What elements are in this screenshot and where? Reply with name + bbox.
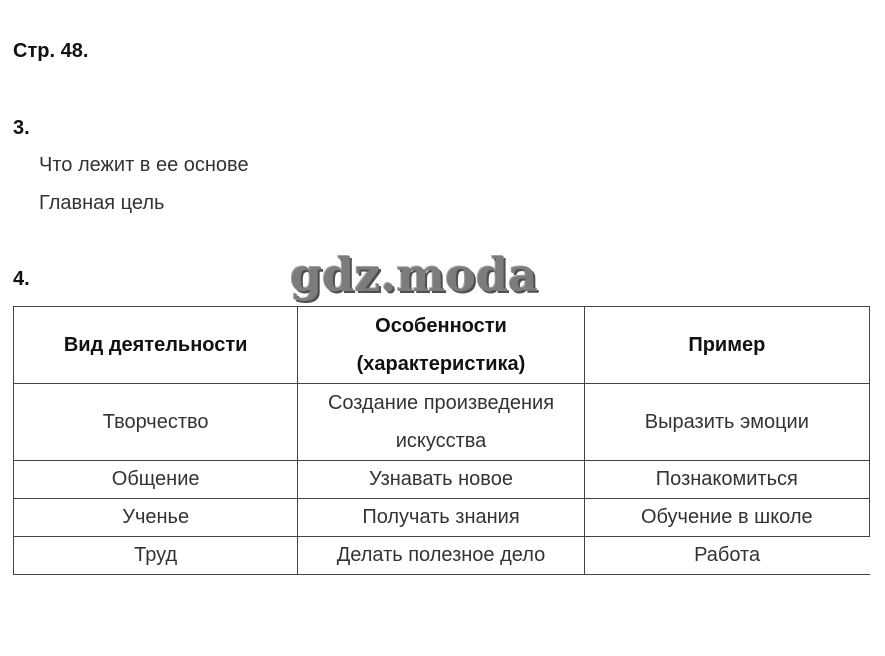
cell-activity: Общение (14, 461, 298, 499)
activity-table (13, 306, 870, 575)
table-row (14, 499, 870, 537)
cell-activity: Труд (14, 537, 298, 575)
table-row (14, 537, 870, 575)
cell-feature: Узнавать новое (298, 461, 584, 499)
cell-feature-line-1: Создание произведения (327, 392, 555, 414)
cell-feature: Делать полезное дело (298, 537, 584, 575)
task-4-number: 4. (13, 268, 30, 290)
cell-activity: Ученье (14, 499, 298, 537)
cell-feature-line-2: искусства (395, 430, 487, 452)
table-header-row (14, 307, 870, 384)
cell-feature (298, 384, 584, 461)
table-row (14, 461, 870, 499)
header-activity: Вид деятельности (14, 307, 298, 384)
cell-feature: Получать знания (298, 499, 584, 537)
task-3-number: 3. (13, 117, 30, 139)
cell-activity: Творчество (14, 384, 298, 461)
task-3-answer-2: Главная цель (39, 192, 165, 214)
cell-example: Обучение в школе (584, 499, 869, 537)
header-example: Пример (584, 307, 869, 384)
header-features-line-1: Особенности (375, 315, 507, 337)
cell-example: Познакомиться (584, 461, 869, 499)
cell-example: Работа (584, 537, 869, 575)
cell-example: Выразить эмоции (584, 384, 869, 461)
header-features (298, 307, 584, 384)
watermark-logo: gdz.moda (290, 248, 538, 302)
table-row (14, 384, 870, 461)
page-label: Стр. 48. (13, 40, 89, 62)
task-3-answer-1: Что лежит в ее основе (39, 154, 249, 176)
header-features-line-2: (характеристика) (356, 353, 526, 375)
